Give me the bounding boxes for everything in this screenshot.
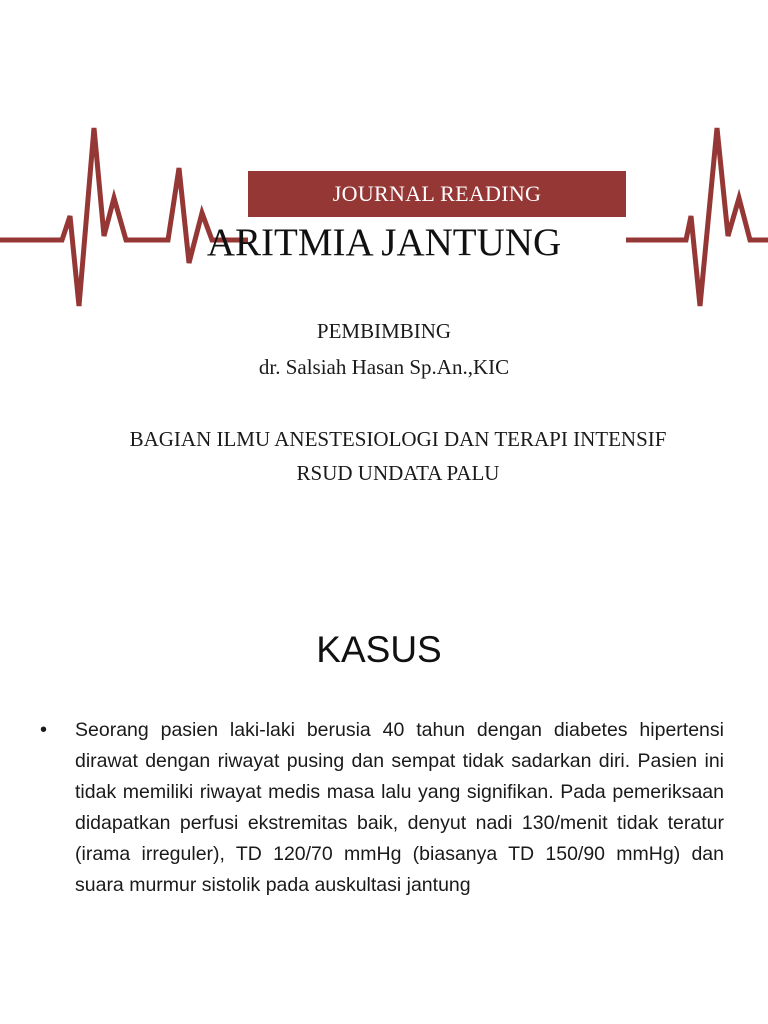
case-list bbox=[40, 715, 724, 901]
ecg-heartbeat-line-left bbox=[0, 128, 248, 306]
case-title: KASUS bbox=[316, 629, 442, 670]
journal-reading-banner bbox=[248, 171, 626, 217]
hospital-name: RSUD UNDATA PALU bbox=[296, 461, 500, 485]
advisor-heading: PEMBIMBING bbox=[316, 319, 452, 343]
presentation-title: ARITMIA JANTUNG bbox=[206, 221, 562, 264]
journal-reading-label: JOURNAL READING bbox=[332, 181, 542, 206]
bullet-icon: • bbox=[40, 719, 48, 741]
advisor-name: dr. Salsiah Hasan Sp.An.,KIC bbox=[258, 355, 510, 379]
ecg-heartbeat-line-right bbox=[626, 128, 768, 306]
case-list-item bbox=[40, 715, 724, 901]
case-slide bbox=[0, 560, 768, 1024]
case-description: Seorang pasien laki-laki berusia 40 tahun dengan diabetes hipertensi dirawat dengan riwayat pusing dan sempat tidak sadarkan diri. Pasien ini tidak memiliki riwayat medis masa lalu yang signifikan. Pada pemeriksaan didapatkan perfusi ekstremitas baik, denyut nadi 130/menit tidak teratur (irama irreguler), TD 120/70 mmHg (biasanya TD 150/90 mmHg) dan suara murmur sistolik pada auskultasi jantung bbox=[75, 719, 724, 896]
ecg-line-graphic bbox=[0, 0, 768, 330]
department-name: BAGIAN ILMU ANESTESIOLOGI DAN TERAPI INTENSIF bbox=[129, 427, 667, 451]
